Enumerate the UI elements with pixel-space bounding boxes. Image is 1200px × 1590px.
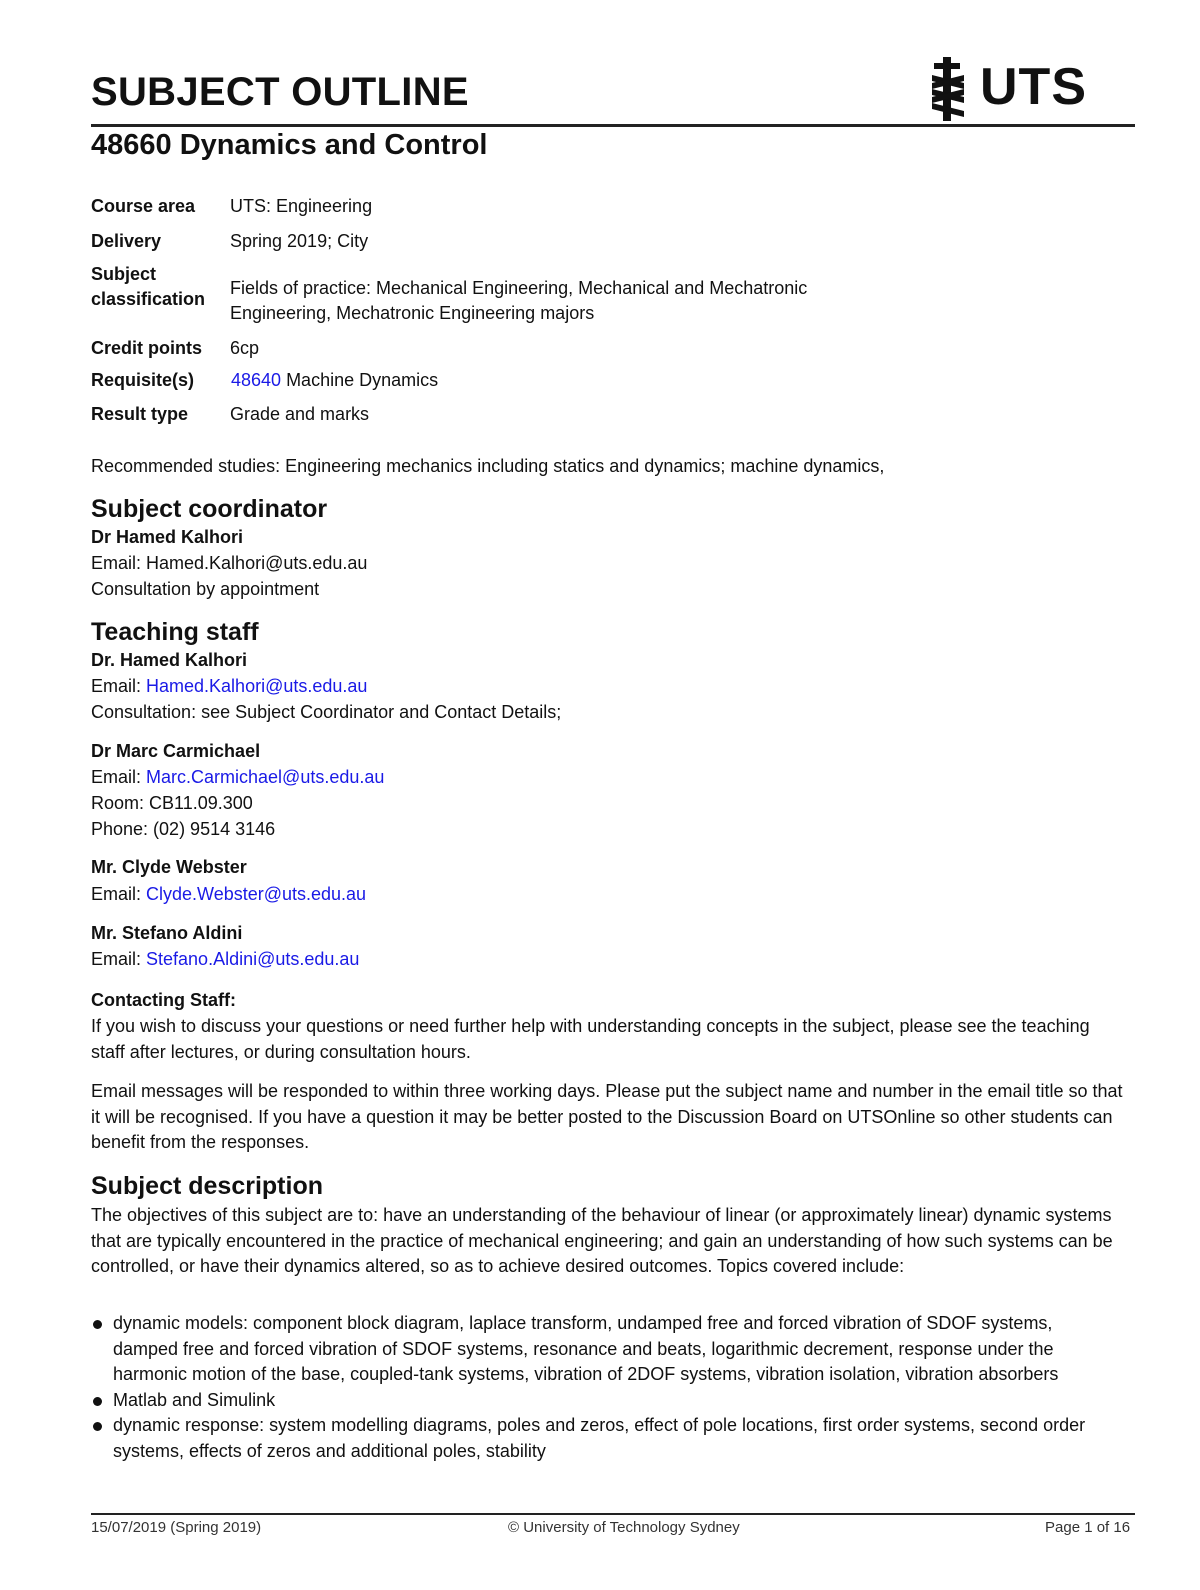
requisite-link[interactable]: 48640 (231, 370, 282, 390)
bullet-icon (93, 1320, 102, 1329)
credit-points-label: Credit points (91, 338, 202, 358)
topics-list (91, 1311, 1091, 1464)
requisite-name: Machine Dynamics (281, 370, 439, 390)
credit-points-value: 6cp (230, 338, 260, 358)
subject-title: 48660 Dynamics and Control (91, 129, 488, 161)
coordinator-email: Email: Hamed.Kalhori@uts.edu.au (91, 553, 368, 573)
bullet-icon (93, 1422, 102, 1431)
staff-name: Dr Marc Carmichael (91, 741, 261, 761)
staff-name: Mr. Stefano Aldini (91, 923, 243, 943)
bullet-icon (93, 1397, 102, 1406)
classification-label-line1: Subject (91, 264, 157, 284)
staff-name: Mr. Clyde Webster (91, 857, 247, 877)
teaching-staff-heading: Teaching staff (91, 618, 259, 646)
description-heading: Subject description (91, 1172, 323, 1200)
uts-crest-icon (926, 55, 970, 123)
footer-divider (91, 1513, 1135, 1515)
staff-email-link[interactable]: Hamed.Kalhori@uts.edu.au (146, 676, 368, 696)
contacting-paragraph-2: Email messages will be responded to within three working days. Please put the subject name and number in the email title so that it will be recognised. If you have a question it may be better posted to the Discussion Board on UTSOnline so other students can benefit from the responses. (91, 1081, 1123, 1152)
staff-phone: Phone: (02) 9514 3146 (91, 819, 276, 839)
staff-email-link[interactable]: Clyde.Webster@uts.edu.au (146, 884, 367, 904)
uts-logo (926, 55, 1096, 125)
header-divider (91, 124, 1135, 127)
list-item: dynamic models: component block diagram, laplace transform, undamped free and forced vibration of SDOF systems, damped free and forced vibration of SDOF systems, resonance and beats, logarithmic decrement, response under the harmonic motion of the base, coupled-tank systems, vibration of 2DOF systems, vibration isolation, vibration absorbers (91, 1311, 1091, 1388)
list-item: dynamic response: system modelling diagrams, poles and zeros, effect of pole locations, first order systems, second order systems, effects of zeros and additional poles, stability (91, 1413, 1091, 1464)
footer-date: 15/07/2019 (Spring 2019) (91, 1519, 262, 1536)
delivery-label: Delivery (91, 231, 162, 251)
staff-name: Dr. Hamed Kalhori (91, 650, 248, 670)
staff-room: Room: CB11.09.300 (91, 793, 253, 813)
delivery-value: Spring 2019; City (230, 231, 369, 251)
requisite-label: Requisite(s) (91, 370, 195, 390)
classification-value-line1: Fields of practice: Mechanical Engineering, Mechanical and Mechatronic (230, 278, 808, 298)
result-type-label: Result type (91, 404, 189, 424)
document-title: SUBJECT OUTLINE (91, 70, 469, 114)
staff-email-link[interactable]: Marc.Carmichael@uts.edu.au (146, 767, 385, 787)
staff-email-line: Email: Clyde.Webster@uts.edu.au (91, 884, 367, 904)
classification-value-line2: Engineering, Mechatronic Engineering majors (230, 303, 595, 323)
coordinator-consultation: Consultation by appointment (91, 579, 320, 599)
coordinator-name: Dr Hamed Kalhori (91, 527, 244, 547)
staff-consultation: Consultation: see Subject Coordinator and Contact Details; (91, 702, 562, 722)
result-type-value: Grade and marks (230, 404, 370, 424)
footer-copyright: © University of Technology Sydney (508, 1519, 740, 1536)
classification-label-line2: classification (91, 289, 206, 309)
requisite-value (231, 370, 438, 391)
recommended-studies: Recommended studies: Engineering mechanics including statics and dynamics; machine dynamics, (91, 456, 885, 476)
contacting-heading: Contacting Staff: (91, 990, 236, 1010)
staff-email-line: Email: Marc.Carmichael@uts.edu.au (91, 767, 385, 787)
staff-email-link[interactable]: Stefano.Aldini@uts.edu.au (146, 949, 360, 969)
list-item: Matlab and Simulink (91, 1388, 1091, 1414)
contacting-paragraph-1: If you wish to discuss your questions or need further help with understanding concepts in the subject, please see the teaching staff after lectures, or during consultation hours. (91, 1016, 1090, 1062)
course-area-label: Course area (91, 196, 196, 216)
staff-email-line: Email: Stefano.Aldini@uts.edu.au (91, 949, 360, 969)
staff-email-line: Email: Hamed.Kalhori@uts.edu.au (91, 676, 368, 696)
coordinator-heading: Subject coordinator (91, 495, 328, 523)
course-area-value: UTS: Engineering (230, 196, 373, 216)
description-paragraph: The objectives of this subject are to: have an understanding of the behaviour of linear (or approximately linear) dynamic systems that are typically encountered in the practice of mechanical engineering; and gain an understanding of how such systems can be controlled, or have their dynamics altered, so as to achieve desired outcomes. Topics covered include: (91, 1205, 1113, 1276)
footer-page-number: Page 1 of 16 (1045, 1519, 1131, 1536)
logo-wordmark: UTS (980, 58, 1087, 116)
